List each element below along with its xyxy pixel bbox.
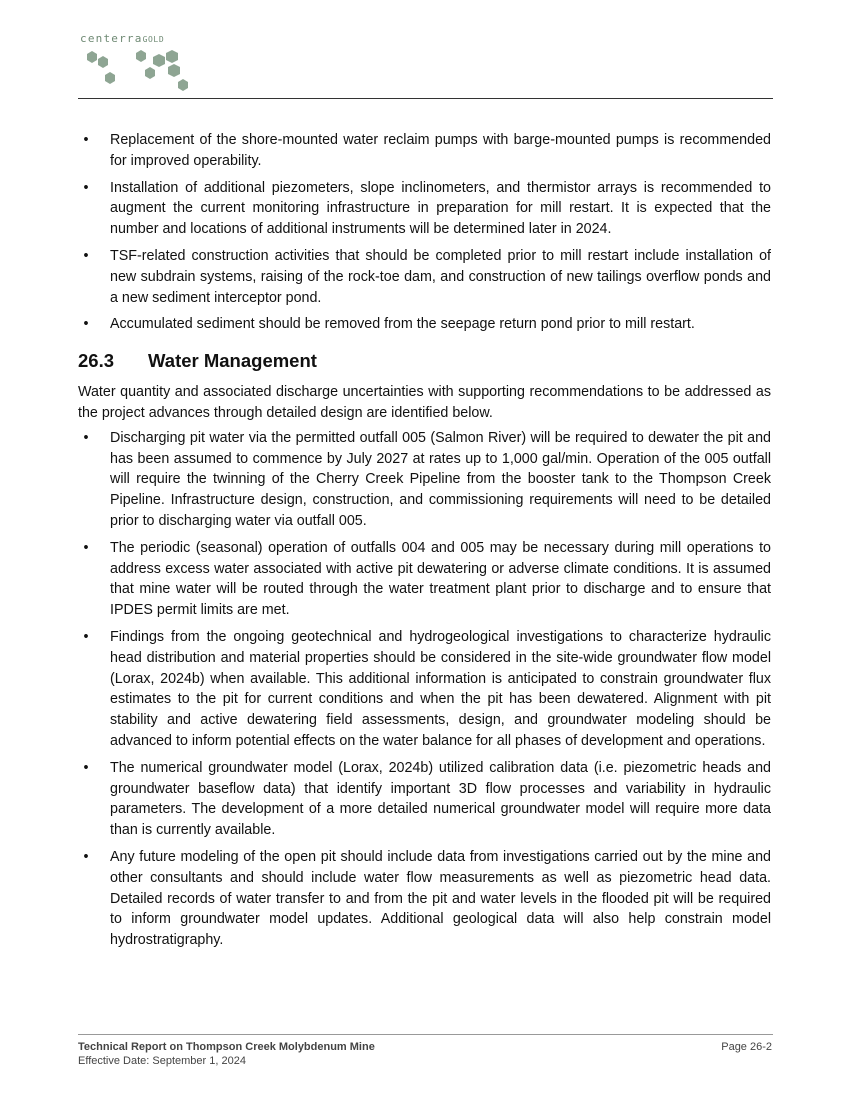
header-divider (78, 98, 773, 99)
list-item: • Discharging pit water via the permitted outfall 005 (Salmon River) will be required to dewater the pit and has been assumed to commence by July 2027 at rates up to 1,000 gal/min. Operation of the 005 outfall will require the twinning of the Cherry Creek Pipeline from the booster tank to the Thompson Creek Pipeline. Infrastructure design, construction, and commissioning requirements will need to be detailed prior to discharging water via outfall 005. (83, 429, 771, 529)
page-body (78, 130, 771, 957)
section-number: 26.3 (78, 350, 115, 372)
list-item: • Any future modeling of the open pit should include data from investigations carried out by the mine and other consultants and should include water flow measurements as well as piezometric head data. Detailed records of water transfer to and from the pit and water levels in the flooded pit will be required to inform groundwater model updates. Additional geological data will also help constrain model hydrostratigraphy. (83, 848, 771, 949)
company-logo-wordmark: centerraGOLD (80, 32, 165, 45)
section-title: Water Management (148, 350, 317, 372)
list-item: • TSF-related construction activities that should be completed prior to mill restart include installation of new subdrain systems, raising of the rock-toe dam, and construction of new tailings overflow ponds and a new sediment interceptor pond. (83, 247, 771, 306)
page-number: Page 26-2 (721, 1041, 772, 1053)
footer-report-title: Technical Report on Thompson Creek Molybdenum Mine (78, 1041, 375, 1053)
page-header (78, 28, 773, 99)
recommendation-list-water (78, 428, 771, 951)
page-footer (78, 1040, 375, 1068)
hexagon-logo-icon (78, 44, 198, 94)
section-heading (78, 349, 771, 373)
list-item: • Replacement of the shore-mounted water reclaim pumps with barge-mounted pumps is recommended for improved operability. (83, 132, 771, 169)
list-item: • The numerical groundwater model (Lorax, 2024b) utilized calibration data (i.e. piezometric heads and groundwater baseflow data) that identify important 3D flow processes and variability in hydraulic parameters. The development of a more detailed numerical groundwater model will require more data than is currently available. (83, 759, 771, 839)
list-item: • Accumulated sediment should be removed from the seepage return pond prior to mill restart. (83, 316, 695, 333)
footer-effective-date: Effective Date: September 1, 2024 (78, 1055, 246, 1067)
footer-divider (78, 1034, 773, 1035)
list-item: • Installation of additional piezometers, slope inclinometers, and thermistor arrays is recommended to augment the current monitoring infrastructure in preparation for mill restart. It is expected that the number and locations of additional instruments will be determined later in 2024. (83, 179, 771, 238)
list-item: • Findings from the ongoing geotechnical and hydrogeological investigations to characterize hydraulic head distribution and material properties should be considered in the site-wide groundwater flow model (Lorax, 2024b) when available. This additional information is anticipated to constrain groundwater flux estimates to the pit for current conditions and when the pit has been dewatered. Alignment with pit stability and active dewatering field assessments, design, and groundwater modeling should be advanced to inform potential effects on the water balance for all phases of development and operations. (83, 628, 771, 749)
list-item: • The periodic (seasonal) operation of outfalls 004 and 005 may be necessary during mill operations to address excess water associated with active pit dewatering or adverse climate conditions. It is assumed that mine water will be routed through the water treatment plant prior to discharge and to ensure that IPDES permit limits are met. (83, 539, 771, 619)
recommendation-list-top (78, 130, 771, 335)
section-intro: Water quantity and associated discharge uncertainties with supporting recommendations to be addressed as the project advances through detailed design are identified below. (78, 384, 771, 421)
